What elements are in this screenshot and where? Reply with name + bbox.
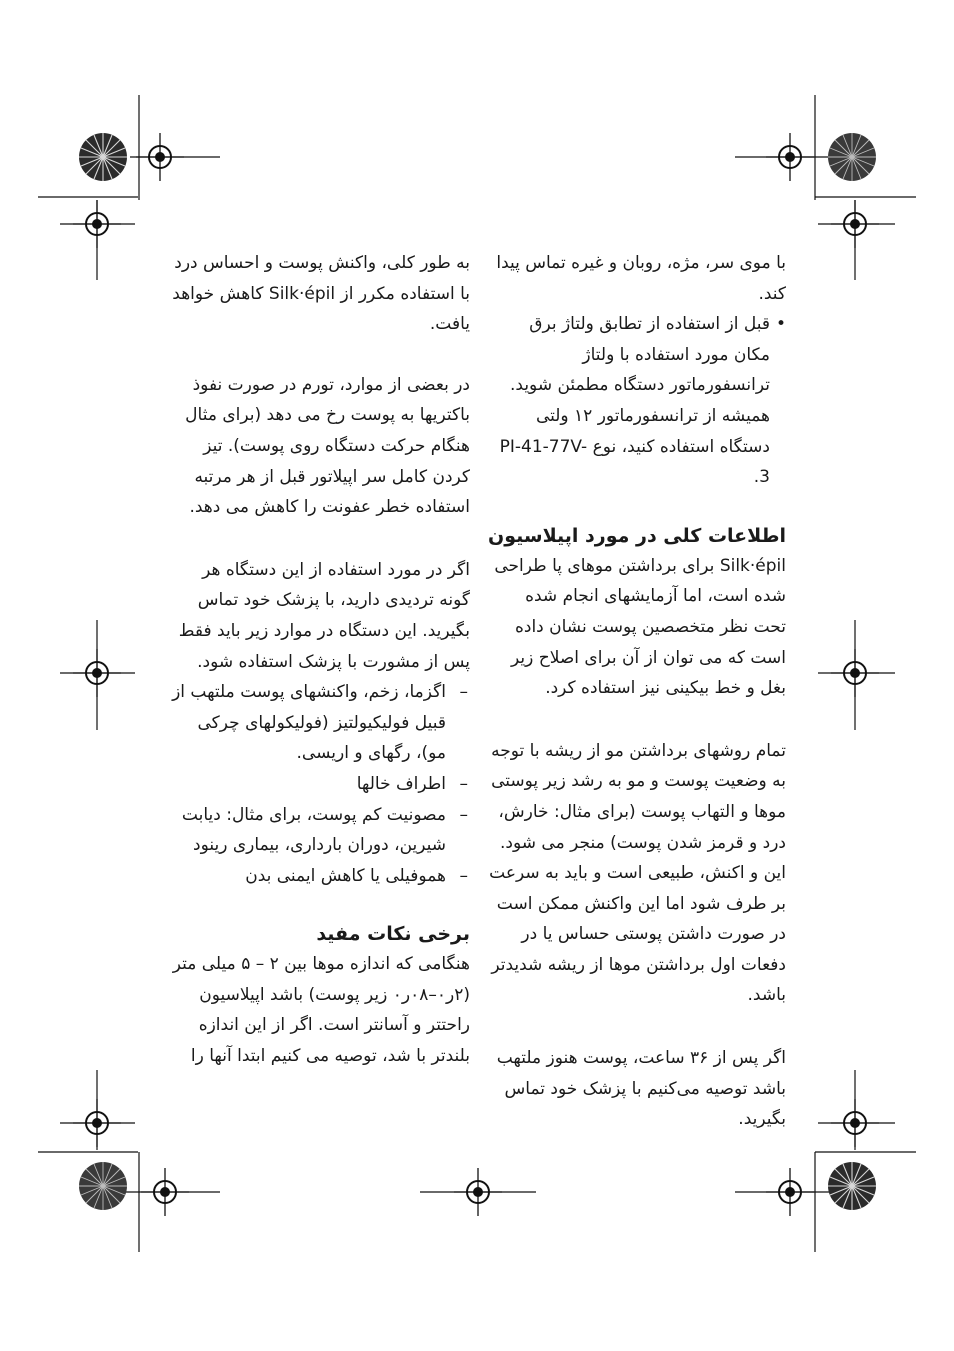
condition-item: – هموفیلی یا کاهش ایمنی بدن: [168, 861, 470, 892]
paragraph-doctor-advice: اگر در مورد استفاده از این دستگاه هر گونه تردیدی دارید، با پزشک خود تماس بگیرید. این دستگاه در موارد زیر باید فقط پس از مشورت با پزشک استفاده شود.: [178, 559, 470, 672]
paragraph-reaction-decrease: به طور کلی، واکنش پوست و احساس درد با استفاده مکرر از Silk·épil کاهش خواهد یافت.: [172, 253, 470, 335]
conditions-list: [168, 677, 470, 891]
starburst-mark-icon: [828, 133, 876, 181]
voltage-bullet: • قبل از استفاده از تطابق ولتاژ برق مکان مورد استفاده با ولتاژ ترانسفورماتور دستگاه مطمئن شوید. همیشه از ترانسفورماتور ۱۲ ولتی دستگاه استفاده کنید، نوع PI-41-77V-3.: [488, 309, 786, 493]
section-heading-epilation-info: اطلاعات کلی در مورد اپیلاسیون: [488, 524, 786, 547]
paragraph-36-hours: اگر پس از ۳۶ ساعت، پوست هنوز ملتهب باشد توصیه می‌کنیم با پزشک خود تماس بگیرید.: [496, 1048, 786, 1130]
section-heading-useful-tips: برخی نکات مفید: [316, 923, 470, 946]
left-column: [168, 248, 470, 1072]
right-column: [488, 248, 786, 1135]
condition-item: – اطراف خالها: [168, 769, 470, 800]
paragraph-design: Silk·épil برای برداشتن موهای پا طراحی شده است، اما آزمایشهای انجام شده تحت نظر متخصصین پوست نشان داده است که می توان از آن برای اصلاح زیر بغل و خط بیکینی نیز استفاده کرد.: [494, 555, 786, 699]
paragraph-hair-length: هنگامی که اندازه موها بین ۲ – ۵ میلی متر (۲ر۰–۰۸ر۰ زیر پوست) باشد اپیلاسیون راحتتر و آسانتر است. اگر از این اندازه بلندتر با شد، توصیه می کنیم ابتدا آنها را: [172, 954, 470, 1067]
starburst-mark-icon: [79, 133, 127, 181]
starburst-mark-icon: [79, 1162, 127, 1210]
paragraph-infection: در بعضی از موارد، تورم در صورت نفوذ باکتریها به پوست رخ می دهد (برای مثال هنگام حرکت دستگاه روی پوست). تیز کردن کامل سر اپیلاتور قبل از هر مرتبه استفاده خطر عفونت را کاهش می دهد.: [185, 374, 470, 518]
condition-item: – مصونیت کم پوست، برای مثال: دیابت شیرین، دوران بارداری، بیماری رینود: [168, 800, 470, 861]
paragraph-skin-reaction: تمام روشهای برداشتن مو از ریشه با توجه به وضعیت پوست و مو به رشد زیر پوستی موها و التهاب پوست (برای مثال: خارش، درد و قرمز شدن پوست) منجر می شود. این و اکنش، طبیعی است و باید به سرعت بر طرف شود اما این واکنش ممکن است در صورت داشتن پوستی حساس یا در دفعات اول برداشتن موها از ریشه شدیدتر باشد.: [489, 740, 786, 1006]
intro-continuation: با موی سر، مژه، روبان و غیره تماس پیدا کند.: [496, 253, 786, 304]
starburst-mark-icon: [828, 1162, 876, 1210]
bullet-list: [488, 309, 786, 493]
condition-item: – اگزما، زخم، واکنشهای پوست ملتهب از قبیل فولیکیولتیز (فولیکولهای چرکی مو)، رگهای و اریسی.: [168, 677, 470, 769]
